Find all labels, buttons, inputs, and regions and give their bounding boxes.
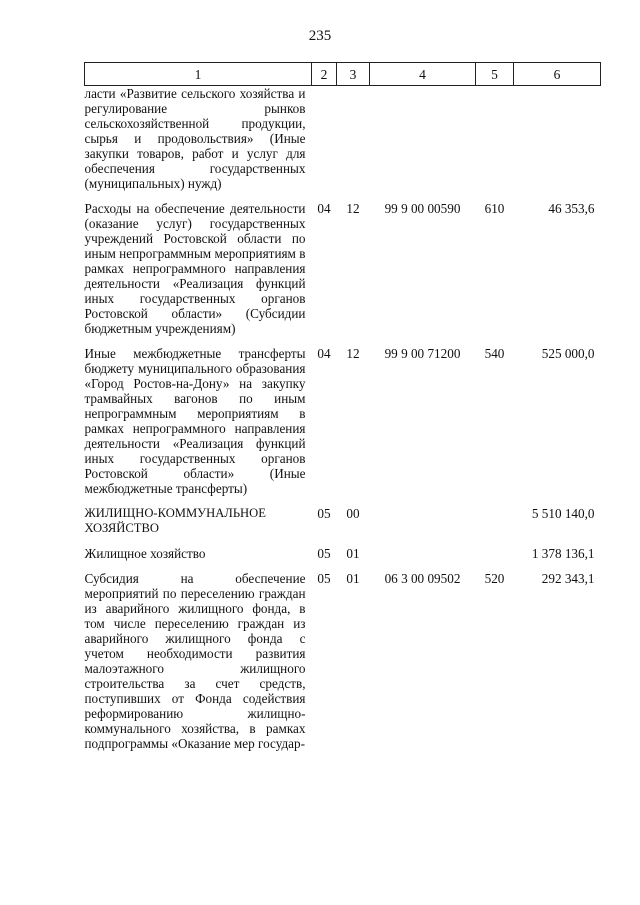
row-target-article: 99 9 00 71200 [384, 346, 461, 361]
row-amount: 525 000,0 [541, 346, 595, 361]
table-row [85, 86, 601, 197]
row-description: Расходы на обеспечение деятельности (оказание услуг) государственных учреждений Ростовской области по иным непрограммным мероприятиям в рамках непрограммного направления деятельности «Реализация функций иных государственных органов Ростовской области» (Субсидии бюджетным учреждениям) [84, 201, 306, 336]
column-header: 1 [85, 63, 312, 86]
row-target-article [370, 86, 476, 197]
row-description: ласти «Развитие сельского хозяйства и регулирование рынков сельскохозяйственной продукции, сырья и продовольствия» (Иные закупки товаров, работ и услуг для обеспечения государственных (муниципальных) нужд) [84, 86, 306, 191]
row-description: Иные межбюджетные трансферты бюджету муниципального образования «Город Ростов-на-Дону» на закупку трамвайных вагонов по иным непрограммным мероприятиям в рамках непрограммного направления деятельности «Реализация функций иных государственных органов Ростовской области» (Иные межбюджетные трансферты) [84, 346, 306, 496]
row-description: Субсидия на обеспечение мероприятий по переселению граждан из аварийного жилищного фонда, в том числе переселению граждан из аварийного жилищного фонда с учетом необходимости развития малоэтажного жилищного строительства за счет средств, поступивших от Фонда содействия реформированию жилищно-коммунального хозяйства, в рамках подпрограммы «Оказание мер государ- [84, 571, 306, 751]
table-row [85, 566, 601, 756]
row-amount: 1 378 136,1 [531, 546, 595, 561]
column-header: 4 [370, 63, 476, 86]
table-row [85, 341, 601, 501]
row-target-article: 99 9 00 00590 [384, 201, 461, 216]
row-subsection-code: 12 [346, 201, 360, 216]
row-target-article: 06 3 00 09502 [384, 571, 461, 586]
row-section-code: 05 [317, 506, 331, 521]
row-section-code: 05 [317, 546, 331, 561]
row-subsection-code [337, 86, 370, 197]
row-description: ЖИЛИЩНО-КОММУНАЛЬНОЕ ХОЗЯЙСТВО [84, 506, 266, 535]
budget-table [84, 62, 601, 756]
row-subsection-code: 01 [346, 546, 360, 561]
table-row [85, 501, 601, 541]
row-subsection-code: 12 [346, 346, 360, 361]
column-header: 6 [514, 63, 601, 86]
column-header: 2 [312, 63, 337, 86]
row-section-code: 05 [317, 571, 331, 586]
row-amount: 5 510 140,0 [531, 506, 595, 521]
row-subsection-code: 00 [346, 506, 360, 521]
row-target-article [370, 541, 476, 566]
page-number: 235 [308, 28, 332, 44]
row-description: Жилищное хозяйство [84, 546, 206, 561]
row-target-article [370, 501, 476, 541]
row-amount: 46 353,6 [548, 201, 595, 216]
row-expense-type: 610 [484, 201, 505, 216]
table-header-row [85, 63, 601, 86]
row-expense-type: 540 [484, 346, 505, 361]
column-header: 3 [337, 63, 370, 86]
table-row [85, 541, 601, 566]
row-section-code: 04 [317, 201, 331, 216]
row-subsection-code: 01 [346, 571, 360, 586]
table-row [85, 196, 601, 341]
row-section-code [312, 86, 337, 197]
row-expense-type [476, 501, 514, 541]
column-header: 5 [476, 63, 514, 86]
row-expense-type [476, 541, 514, 566]
row-expense-type [476, 86, 514, 197]
row-section-code: 04 [317, 346, 331, 361]
row-amount [514, 86, 601, 197]
row-expense-type: 520 [484, 571, 505, 586]
row-amount: 292 343,1 [541, 571, 595, 586]
